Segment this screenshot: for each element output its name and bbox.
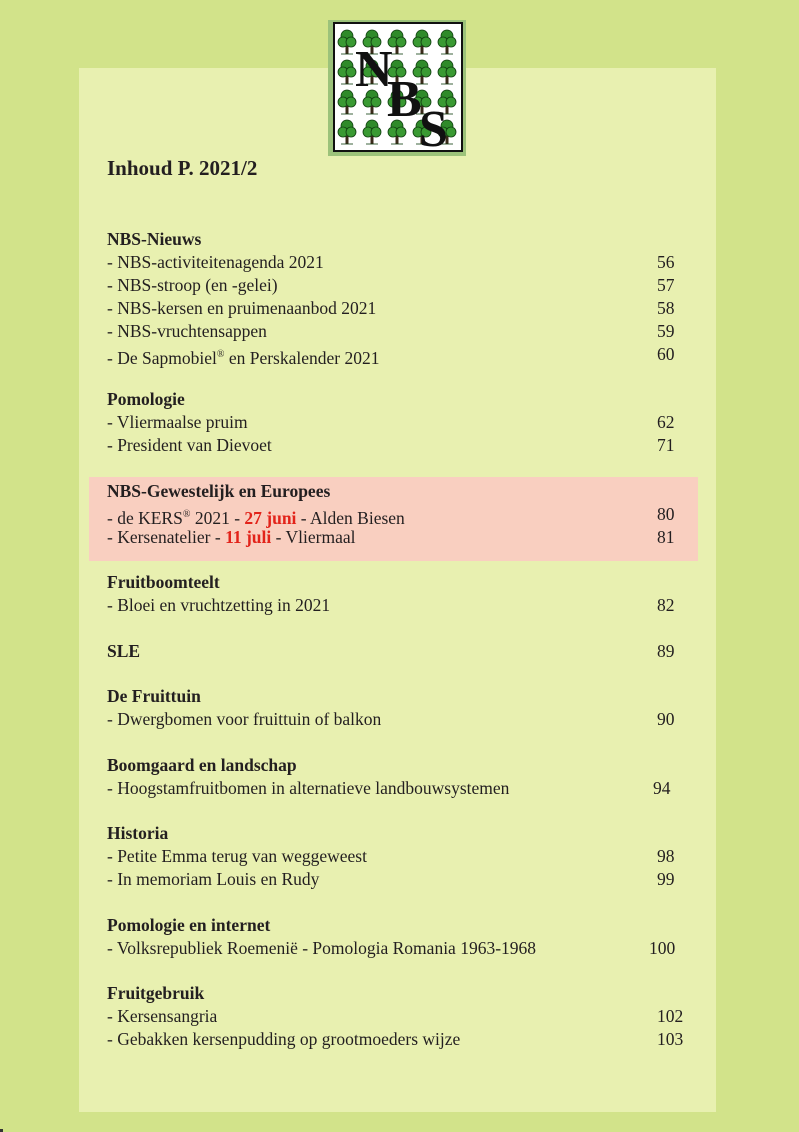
section-nbs-nieuws [107,228,687,366]
section-title: De Fruittuin [107,686,201,706]
section-nbs-gewestelijk [107,480,687,549]
section-title: Boomgaard en landschap [107,755,297,775]
page-number: 60 [657,344,675,364]
section-boomgaard [107,754,687,800]
section-title: Pomologie [107,389,185,409]
section-title: Fruitboomteelt [107,572,220,592]
logo-letter: N [355,41,393,98]
page-number: 58 [657,298,675,318]
toc-entry: - Volksrepubliek Roemenië - Pomologia Romania 1963-1968 100 [107,938,676,958]
section-title: Fruitgebruik [107,983,205,1003]
section-title: Historia [107,823,169,843]
page-number: 99 [657,869,675,889]
section-pomologie [107,388,687,457]
toc-entry: - Bloei en vruchtzetting in 2021 82 [107,595,675,615]
toc-entry: - NBS-activiteitenagenda 2021 56 [107,252,675,272]
toc-entry: - de KERS® 2021 - 27 juni - Alden Biesen 80 [107,504,675,528]
section-historia [107,822,687,891]
tree-icon [338,30,356,54]
toc-entry: - Hoogstamfruitbomen in alternatieve landbouwsystemen 94 [107,778,671,798]
page-number: 82 [657,595,675,615]
toc-entry: - Dwergbomen voor fruittuin of balkon 90 [107,709,675,729]
page-number: 102 [657,1006,684,1026]
toc-entry: - NBS-vruchtensappen 59 [107,321,675,341]
page-title: Inhoud P. 2021/2 [107,156,258,180]
page-number: 90 [657,709,675,729]
event-date: 11 juli [225,527,272,547]
logo-letter: B [387,71,422,128]
toc-entry: - De Sapmobiel® en Perskalender 2021 60 [107,344,675,368]
section-de-fruittuin [107,685,687,731]
toc-entry: - Kersensangria 102 [107,1006,684,1026]
toc-entry: - President van Dievoet 71 [107,435,675,455]
tree-icon [338,60,356,84]
page-number: 71 [657,435,675,455]
page-number: 89 [657,641,675,661]
section-fruitgebruik [107,982,687,1051]
toc-entry: - Kersenatelier - 11 juli - Vliermaal 81 [107,527,675,547]
section-title: NBS-Gewestelijk en Europees [107,481,331,501]
toc-entry: - Petite Emma terug van weggeweest 98 [107,846,675,866]
section-title: NBS-Nieuws [107,229,202,249]
toc-entry: - Vliermaalse pruim 62 [107,412,675,432]
section-title: Pomologie en internet [107,915,271,935]
section-fruitboomteelt [107,571,687,617]
page-number: 57 [657,275,675,295]
section-sle [107,640,687,663]
toc-entry: - NBS-stroop (en -gelei) 57 [107,275,675,295]
tree-icon [338,90,356,114]
tree-icon [438,60,456,84]
toc-entry: - Gebakken kersenpudding op grootmoeders wijze 103 [107,1029,684,1049]
page-number: 100 [649,938,676,958]
page-number: 59 [657,321,675,341]
page-number: 80 [657,504,675,524]
logo-letter: S [419,101,448,150]
page-number: 56 [657,252,675,272]
page-number: 81 [657,527,675,547]
tree-icon [438,30,456,54]
tree-icon [363,120,381,144]
toc-entry: - In memoriam Louis en Rudy 99 [107,869,675,889]
page-number: 94 [653,778,671,798]
section-pomologie-internet [107,914,687,960]
toc-entry: - NBS-kersen en pruimenaanbod 2021 58 [107,298,675,318]
trees-logo-icon [335,24,461,150]
page-number: 98 [657,846,675,866]
nbs-logo [333,22,463,152]
tree-icon [338,120,356,144]
event-date: 27 juni [244,507,297,528]
tree-icon [413,30,431,54]
page-number: 62 [657,412,675,432]
section-title: SLE 89 [107,641,675,661]
page-number: 103 [657,1029,684,1049]
